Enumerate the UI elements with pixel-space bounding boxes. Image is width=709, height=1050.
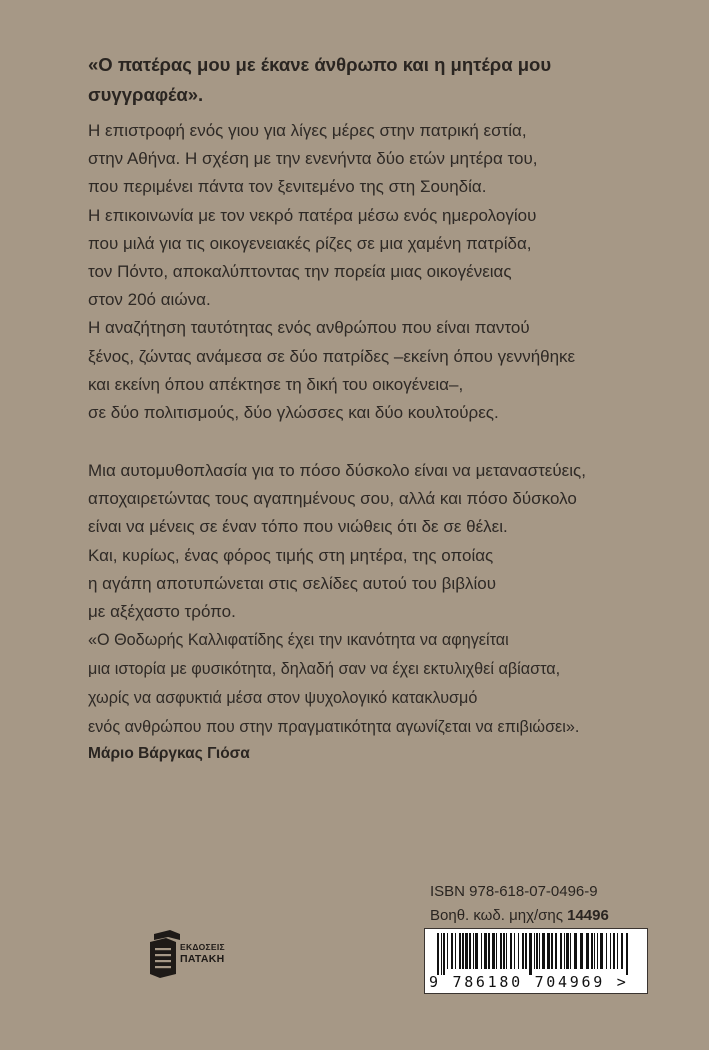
- text-line: Η επικοινωνία με τον νεκρό πατέρα μέσω ενός ημερολογίου: [88, 205, 537, 225]
- barcode-bar: [534, 933, 535, 969]
- quote-line: χωρίς να ασφυκτιά μέσα στον ψυχολογικό κατακλυσμό: [88, 689, 478, 707]
- headline-line: συγγραφέα».: [88, 84, 204, 105]
- text-line: είναι να μένεις σε έναν τόπο που νιώθεις ότι δε σε θέλει.: [88, 517, 508, 537]
- barcode-bar: [488, 933, 490, 969]
- barcode-bar: [475, 933, 478, 969]
- headline-line: «Ο πατέρας μου με έκανε άνθρωπο και η μητέρα μου: [88, 54, 552, 75]
- barcode-bar: [591, 933, 593, 969]
- barcode-bar: [570, 933, 571, 969]
- barcode-bar: [613, 933, 615, 969]
- barcode-bar: [547, 933, 550, 969]
- isbn-number: ISBN 978-618-07-0496-9: [430, 883, 598, 900]
- barcode-bar: [481, 933, 482, 969]
- quote-line: μια ιστορία με φυσικότητα, δηλαδή σαν να έχει εκτυλιχθεί αβίαστα,: [88, 660, 561, 678]
- barcode-bars: [429, 933, 643, 975]
- text-line: στον 20ό αιώνα.: [88, 290, 211, 310]
- barcode-bar: [443, 933, 445, 975]
- barcode-bar: [566, 933, 569, 969]
- quote-line: ενός ανθρώπου που στην πραγματικότητα αγωνίζεται να επιβιώσει».: [88, 718, 580, 736]
- barcode-bar: [437, 933, 439, 975]
- barcode-bar: [606, 933, 607, 969]
- description-paragraph-2: [88, 457, 688, 626]
- barcode-bar: [560, 933, 562, 969]
- barcode-bar: [586, 933, 589, 969]
- barcode-bar: [492, 933, 495, 969]
- barcode-bar: [447, 933, 448, 969]
- barcode-bar: [465, 933, 468, 969]
- headline-quote: [88, 50, 648, 110]
- barcode-bar: [518, 933, 519, 969]
- barcode-bar: [473, 933, 474, 969]
- text-line: Και, κυρίως, ένας φόρος τιμής στη μητέρα, της οποίας: [88, 545, 494, 565]
- barcode-digits: 9 786180 704969 >: [429, 973, 629, 991]
- barcode-bar: [484, 933, 487, 969]
- barcode-bar: [455, 933, 456, 969]
- text-line: που μιλά για τις οικογενειακές ρίζες σε μια χαμένη πατρίδα,: [88, 233, 532, 253]
- text-line: και εκείνη όπου απέκτησε τη δική του οικογένεια–,: [88, 374, 464, 394]
- barcode-bar: [574, 933, 577, 969]
- barcode-bar: [597, 933, 598, 969]
- text-line: με αξέχαστο τρόπο.: [88, 602, 236, 622]
- review-quote: [88, 626, 688, 742]
- text-line: Η αναζήτηση ταυτότητας ενός ανθρώπου που είναι παντού: [88, 318, 530, 338]
- barcode-bar: [542, 933, 545, 969]
- barcode-bar: [621, 933, 623, 969]
- barcode-bar: [617, 933, 618, 969]
- text-line: Η επιστροφή ενός γιου για λίγες μέρες στην πατρική εστία,: [88, 121, 527, 140]
- text-line: σε δύο πολιτισμούς, δύο γλώσσες και δύο κουλτούρες.: [88, 403, 499, 423]
- isbn-block: [430, 880, 645, 928]
- barcode-bar: [522, 933, 524, 969]
- barcode-bar: [451, 933, 453, 969]
- barcode-bar: [469, 933, 471, 969]
- description-paragraph-1: [88, 117, 688, 427]
- barcode-bar: [496, 933, 497, 969]
- text-line: αποχαιρετώντας τους αγαπημένους σου, αλλά και πόσο δύσκολο: [88, 489, 577, 509]
- publisher-name-line2: ΠΑΤΑΚΗ: [180, 953, 225, 965]
- text-line: ξένος, ζώντας ανάμεσα σε δύο πατρίδες –εκείνη όπου γεννήθηκε: [88, 346, 576, 366]
- barcode-bar: [626, 933, 628, 975]
- barcode-bar: [514, 933, 515, 969]
- barcode-bar: [555, 933, 557, 969]
- barcode-bar: [564, 933, 565, 969]
- text-line: Μια αυτομυθοπλασία για το πόσο δύσκολο είναι να μεταναστεύεις,: [88, 461, 586, 480]
- text-line: τον Πόντο, αποκαλύπτοντας την πορεία μιας οικογένειας: [88, 262, 512, 282]
- barcode-bar: [500, 933, 502, 969]
- barcode-bar: [600, 933, 603, 969]
- barcode-bar: [539, 933, 540, 969]
- barcode-bar: [462, 933, 464, 969]
- barcode-bar: [503, 933, 505, 969]
- barcode-bar: [510, 933, 512, 969]
- text-line: η αγάπη αποτυπώνεται στις σελίδες αυτού του βιβλίου: [88, 573, 497, 593]
- machine-code: [430, 904, 645, 928]
- barcode-bar: [610, 933, 611, 969]
- barcode-bar: [551, 933, 553, 969]
- barcode-bar: [459, 933, 461, 969]
- barcode: [424, 928, 648, 994]
- machine-code-label: Βοηθ. κωδ. μηχ/σης: [430, 907, 568, 924]
- barcode-bar: [506, 933, 507, 969]
- barcode-bar: [441, 933, 442, 975]
- barcode-bar: [525, 933, 527, 969]
- quote-line: «Ο Θοδωρής Καλλιφατίδης έχει την ικανότητα να αφηγείται: [88, 631, 509, 649]
- barcode-bar: [536, 933, 538, 969]
- barcode-bar: [594, 933, 595, 969]
- quote-author: Μάριο Βάργκας Γιόσα: [88, 745, 250, 762]
- barcode-bar: [529, 933, 532, 975]
- text-line: στην Αθήνα. Η σχέση με την ενενήντα δύο ετών μητέρα του,: [88, 149, 538, 169]
- machine-code-value: 14496: [567, 907, 609, 924]
- text-line: που περιμένει πάντα τον ξενιτεμένο της στη Σουηδία.: [88, 177, 487, 197]
- barcode-bar: [580, 933, 583, 969]
- publisher-name-line1: ΕΚΔΟΣΕΙΣ: [180, 942, 225, 952]
